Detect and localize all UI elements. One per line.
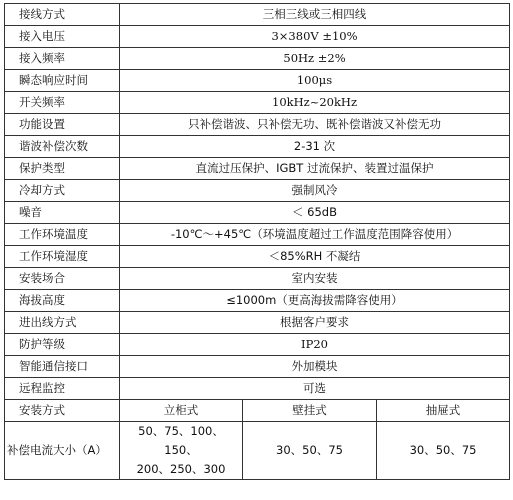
table-row <box>5 334 510 356</box>
table-row <box>5 268 510 290</box>
row-label: 进出线方式 <box>5 312 120 334</box>
current-wall: 30、50、75 <box>243 422 377 480</box>
table-row <box>5 114 510 136</box>
row-value: 100μs <box>120 70 510 92</box>
row-value: 外加模块 <box>120 356 510 378</box>
table-row <box>5 26 510 48</box>
row-label: 安装场合 <box>5 268 120 290</box>
row-label: 海拔高度 <box>5 290 120 312</box>
install-type-cabinet: 立柜式 <box>120 400 243 422</box>
table-row <box>5 136 510 158</box>
row-value: 2-31 次 <box>120 136 510 158</box>
row-value: 只补偿谐波、只补偿无功、既补偿谐波又补偿无功 <box>120 114 510 136</box>
table-row <box>5 224 510 246</box>
row-label: 远程监控 <box>5 378 120 400</box>
row-value: 室内安装 <box>120 268 510 290</box>
install-type-wall: 壁挂式 <box>243 400 377 422</box>
row-label: 接入频率 <box>5 48 120 70</box>
row-label: 噪音 <box>5 202 120 224</box>
row-value: 三相三线或三相四线 <box>120 4 510 26</box>
row-label: 冷却方式 <box>5 180 120 202</box>
row-value: 10kHz~20kHz <box>120 92 510 114</box>
current-cabinet-line-1: 50、75、100、150、 <box>138 424 224 457</box>
table-row <box>5 290 510 312</box>
row-value: ＜ 65dB <box>120 202 510 224</box>
table-row <box>5 158 510 180</box>
table-row <box>5 92 510 114</box>
row-value: -10℃～+45℃（环境温度超过工作温度范围降容使用） <box>120 224 510 246</box>
row-label: 开关频率 <box>5 92 120 114</box>
current-row <box>5 422 510 480</box>
table-row <box>5 202 510 224</box>
table-row <box>5 4 510 26</box>
table-row <box>5 70 510 92</box>
current-drawer: 30、50、75 <box>377 422 510 480</box>
row-label: 功能设置 <box>5 114 120 136</box>
row-label: 工作环境温度 <box>5 224 120 246</box>
row-label: 谐波补偿次数 <box>5 136 120 158</box>
row-value: 根据客户要求 <box>120 312 510 334</box>
install-type-row <box>5 400 510 422</box>
spec-table <box>4 3 510 480</box>
table-row <box>5 378 510 400</box>
row-label: 瞬态响应时间 <box>5 70 120 92</box>
row-label: 智能通信接口 <box>5 356 120 378</box>
row-value: IP20 <box>120 334 510 356</box>
install-type-drawer: 抽屉式 <box>377 400 510 422</box>
row-label: 工作环境湿度 <box>5 246 120 268</box>
spec-rows <box>5 4 510 480</box>
row-label: 接入电压 <box>5 26 120 48</box>
install-type-label: 安装方式 <box>5 400 120 422</box>
current-cabinet-line-2: 200、250、300 <box>136 462 226 476</box>
table-row <box>5 180 510 202</box>
row-value: 50Hz ±2% <box>120 48 510 70</box>
row-value: ≤1000m（更高海拔需降容使用） <box>120 290 510 312</box>
row-value: ＜85%RH 不凝结 <box>120 246 510 268</box>
row-value: 直流过压保护、IGBT 过流保护、装置过温保护 <box>120 158 510 180</box>
table-row <box>5 356 510 378</box>
row-label: 防护等级 <box>5 334 120 356</box>
table-row <box>5 312 510 334</box>
current-label: 补偿电流大小（A） <box>5 422 120 480</box>
row-label: 接线方式 <box>5 4 120 26</box>
table-row <box>5 48 510 70</box>
row-value: 3×380V ±10% <box>120 26 510 48</box>
row-value: 强制风冷 <box>120 180 510 202</box>
current-cabinet <box>120 422 243 480</box>
row-label: 保护类型 <box>5 158 120 180</box>
table-row <box>5 246 510 268</box>
row-value: 可选 <box>120 378 510 400</box>
